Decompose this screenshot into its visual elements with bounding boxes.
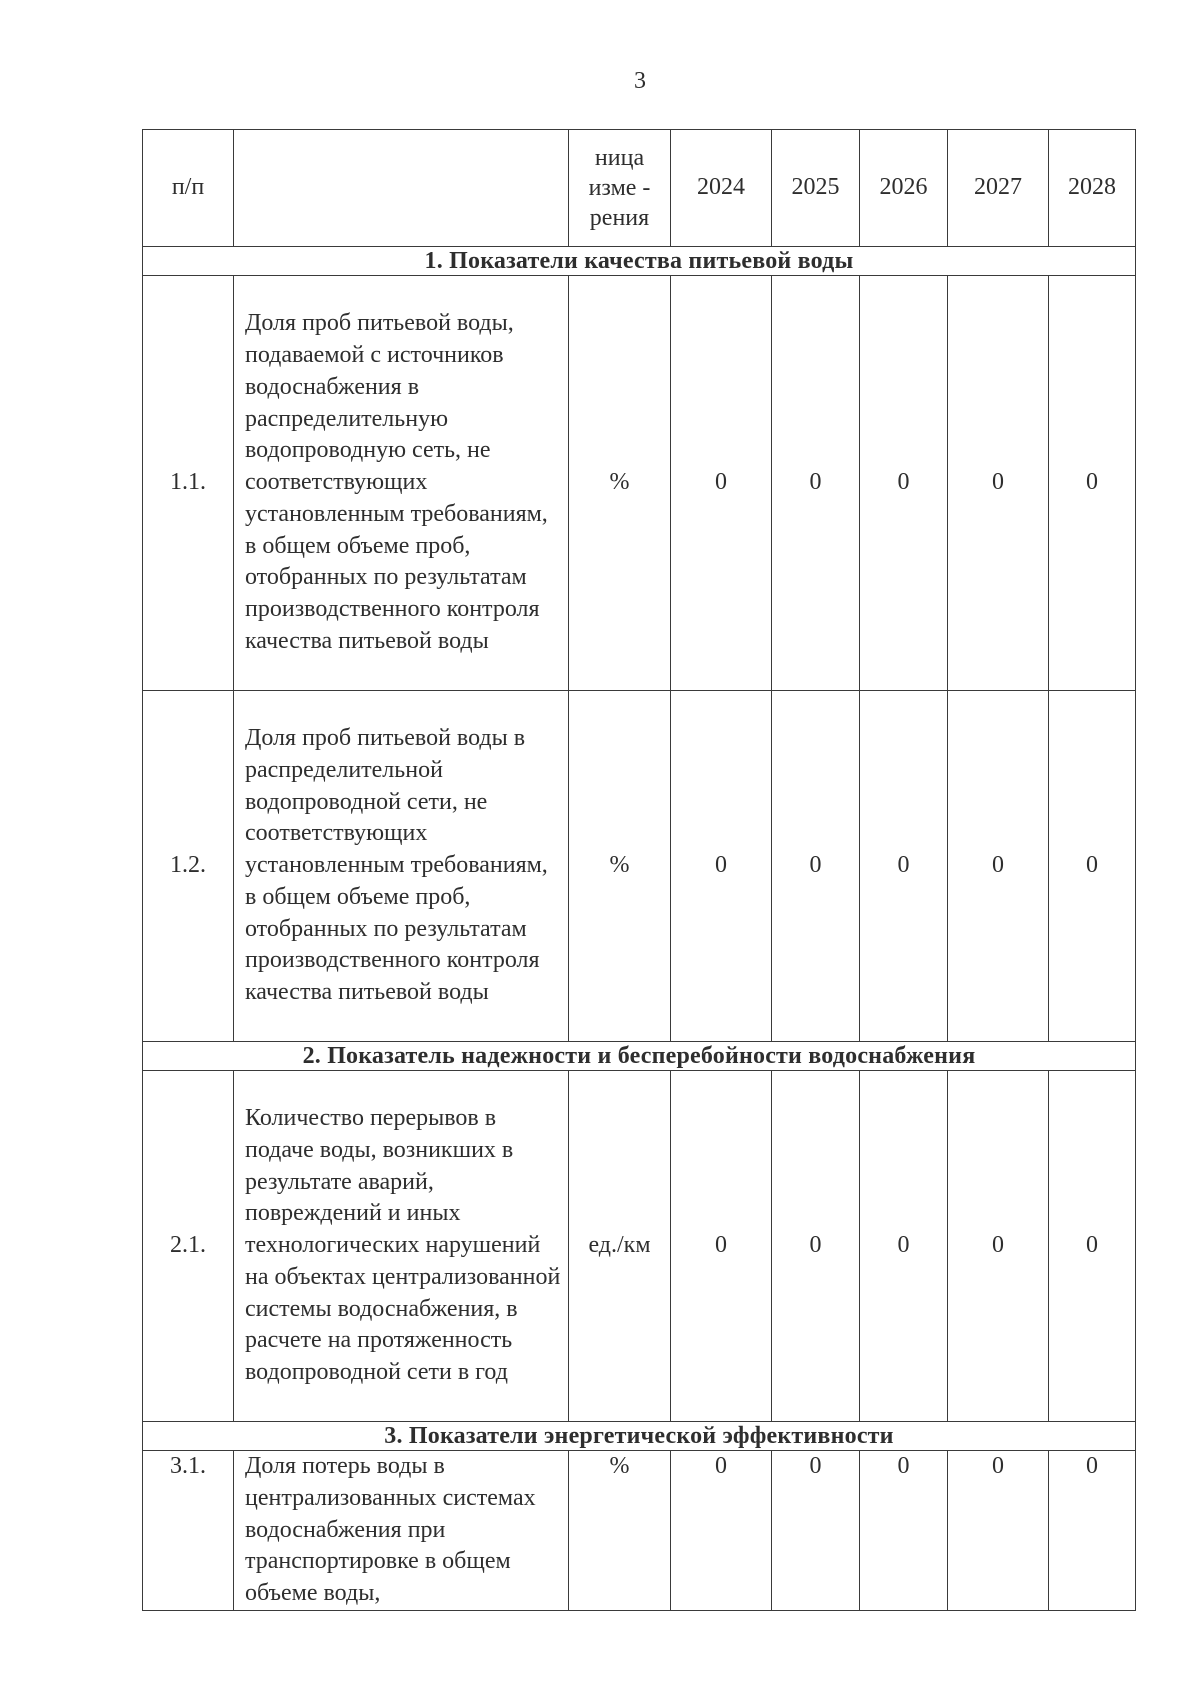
header-year: 2028: [1049, 130, 1136, 247]
section-title: 2. Показатель надежности и бесперебойности водоснабжения: [143, 1042, 1136, 1071]
row-value: 0: [772, 691, 860, 1042]
row-value: 0: [948, 691, 1049, 1042]
row-value: 0: [860, 691, 948, 1042]
header-year: 2025: [772, 130, 860, 247]
section-row: [143, 1042, 1136, 1071]
row-value: 0: [772, 276, 860, 691]
row-value: 0: [948, 276, 1049, 691]
row-description: Доля проб питьевой воды, подаваемой с источников водоснабжения в распределительную водопроводную сеть, не соответствующих установленным требованиям, в общем объеме проб, отобранных по результатам производственного контроля качества питьевой воды: [234, 276, 569, 691]
row-unit: %: [569, 276, 671, 691]
table-row: [143, 1451, 1136, 1611]
row-value: 0: [860, 1451, 948, 1611]
row-unit: %: [569, 1451, 671, 1611]
row-num: 1.1.: [143, 276, 234, 691]
row-value: 0: [1049, 691, 1136, 1042]
row-unit: ед./км: [569, 1071, 671, 1422]
header-num: п/п: [143, 130, 234, 247]
row-value: 0: [948, 1071, 1049, 1422]
section-row: [143, 1422, 1136, 1451]
table-row: [143, 1071, 1136, 1422]
table-row: [143, 691, 1136, 1042]
row-value: 0: [1049, 276, 1136, 691]
table-row: [143, 276, 1136, 691]
row-value: 0: [671, 276, 772, 691]
indicators-table: [142, 129, 1136, 1611]
header-unit: ница изме - рения: [569, 130, 671, 247]
row-value: 0: [860, 276, 948, 691]
row-value: 0: [671, 1071, 772, 1422]
header-name: [234, 130, 569, 247]
table-header-row: [143, 130, 1136, 247]
row-num: 2.1.: [143, 1071, 234, 1422]
page-number: 3: [634, 68, 646, 94]
row-value: 0: [948, 1451, 1049, 1611]
section-title: 1. Показатели качества питьевой воды: [143, 247, 1136, 276]
row-value: 0: [772, 1071, 860, 1422]
header-year: 2027: [948, 130, 1049, 247]
row-value: 0: [671, 1451, 772, 1611]
row-value: 0: [671, 691, 772, 1042]
row-unit: %: [569, 691, 671, 1042]
row-value: 0: [1049, 1451, 1136, 1611]
section-title: 3. Показатели энергетической эффективности: [143, 1422, 1136, 1451]
row-num: 1.2.: [143, 691, 234, 1042]
row-value: 0: [860, 1071, 948, 1422]
row-value: 0: [1049, 1071, 1136, 1422]
row-description: Доля потерь воды в централизованных системах водоснабжения при транспортировке в общем объеме воды,: [234, 1451, 569, 1611]
header-year: 2024: [671, 130, 772, 247]
row-value: 0: [772, 1451, 860, 1611]
row-description: Доля проб питьевой воды в распределительной водопроводной сети, не соответствующих установленным требованиям, в общем объеме проб, отобранных по результатам производственного контроля качества питьевой воды: [234, 691, 569, 1042]
row-description: Количество перерывов в подаче воды, возникших в результате аварий, повреждений и иных технологических нарушений на объектах централизованной системы водоснабжения, в расчете на протяженность водопроводной сети в год: [234, 1071, 569, 1422]
row-num: 3.1.: [143, 1451, 234, 1611]
header-year: 2026: [860, 130, 948, 247]
section-row: [143, 247, 1136, 276]
